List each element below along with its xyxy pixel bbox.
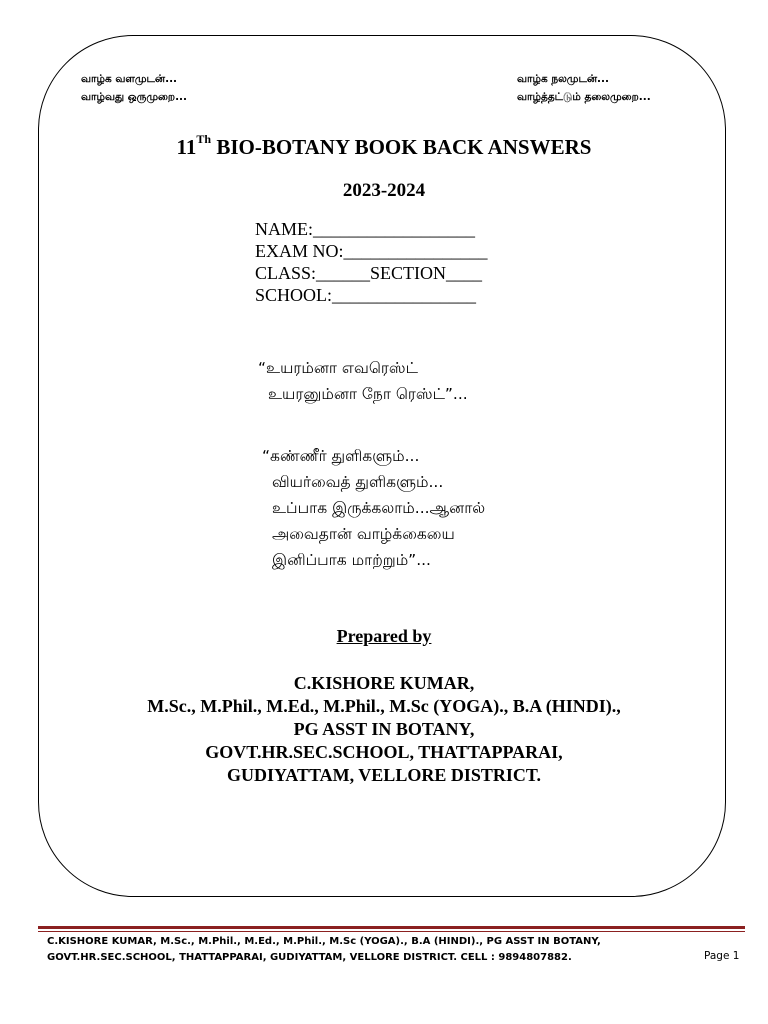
blessing-right [517, 70, 651, 106]
prepared-by-heading: Prepared by [336, 626, 432, 646]
author-district: GUDIYATTAM, VELLORE DISTRICT. [226, 765, 542, 785]
quote-line: உயரனும்னா நோ ரெஸ்ட்”... [268, 385, 468, 403]
author-designation: PG ASST IN BOTANY, [293, 719, 475, 739]
quote-line: உப்பாக இருக்கலாம்...ஆனால் [272, 499, 486, 517]
footer-rule-thick [38, 926, 745, 929]
quote-line: வியர்வைத் துளிகளும்... [272, 473, 444, 491]
class-section-field: CLASS:______SECTION____ [255, 263, 483, 283]
author-name: C.KISHORE KUMAR, [293, 673, 475, 693]
document-title [0, 132, 768, 160]
footer-text [47, 934, 601, 966]
name-field: NAME:__________________ [255, 219, 475, 239]
quote-line: “கண்ணீர் துளிகளும்... [262, 447, 420, 465]
author-qualifications: M.Sc., M.Phil., M.Ed., M.Phil., M.Sc (YOGA)., B.A (HINDI)., [147, 696, 621, 716]
blessing-left [81, 70, 187, 106]
blessing-left-line-1: வாழ்க வளமுடன்... [81, 73, 178, 85]
academic-year: 2023-2024 [342, 180, 426, 201]
quote-line: “உயரம்னா எவரெஸ்ட் [258, 359, 418, 377]
title-superscript: Th [196, 132, 212, 146]
footer-line-1: C.KISHORE KUMAR, M.Sc., M.Phil., M.Ed., M.Phil., M.Sc (YOGA)., B.A (HINDI)., PG ASST IN BOTANY, [47, 936, 601, 947]
title-text: BIO-BOTANY BOOK BACK ANSWERS [211, 135, 592, 159]
quote-line: அவைதான் வாழ்க்கையை [272, 525, 455, 543]
student-fields [255, 218, 488, 306]
blessing-right-line-1: வாழ்க நலமுடன்... [517, 73, 609, 85]
page-number: Page 1 [704, 950, 740, 962]
blessing-left-line-2: வாழ்வது ஒருமுறை... [81, 91, 188, 103]
author-block [0, 672, 768, 787]
quote-tears [262, 443, 485, 573]
quote-line: இனிப்பாக மாற்றும்”... [272, 551, 431, 569]
blessing-right-line-2: வாழ்த்தட்டும் தலைமுறை... [517, 91, 651, 103]
author-school: GOVT.HR.SEC.SCHOOL, THATTAPPARAI, [205, 742, 563, 762]
footer-line-2: GOVT.HR.SEC.SCHOOL, THATTAPPARAI, GUDIYATTAM, VELLORE DISTRICT. CELL : 9894807882. [47, 952, 572, 963]
title-number: 11 [176, 135, 197, 159]
exam-no-field: EXAM NO:________________ [255, 241, 488, 261]
footer-rule-thin [38, 931, 745, 932]
quote-everest [258, 355, 468, 407]
school-field: SCHOOL:________________ [255, 285, 477, 305]
